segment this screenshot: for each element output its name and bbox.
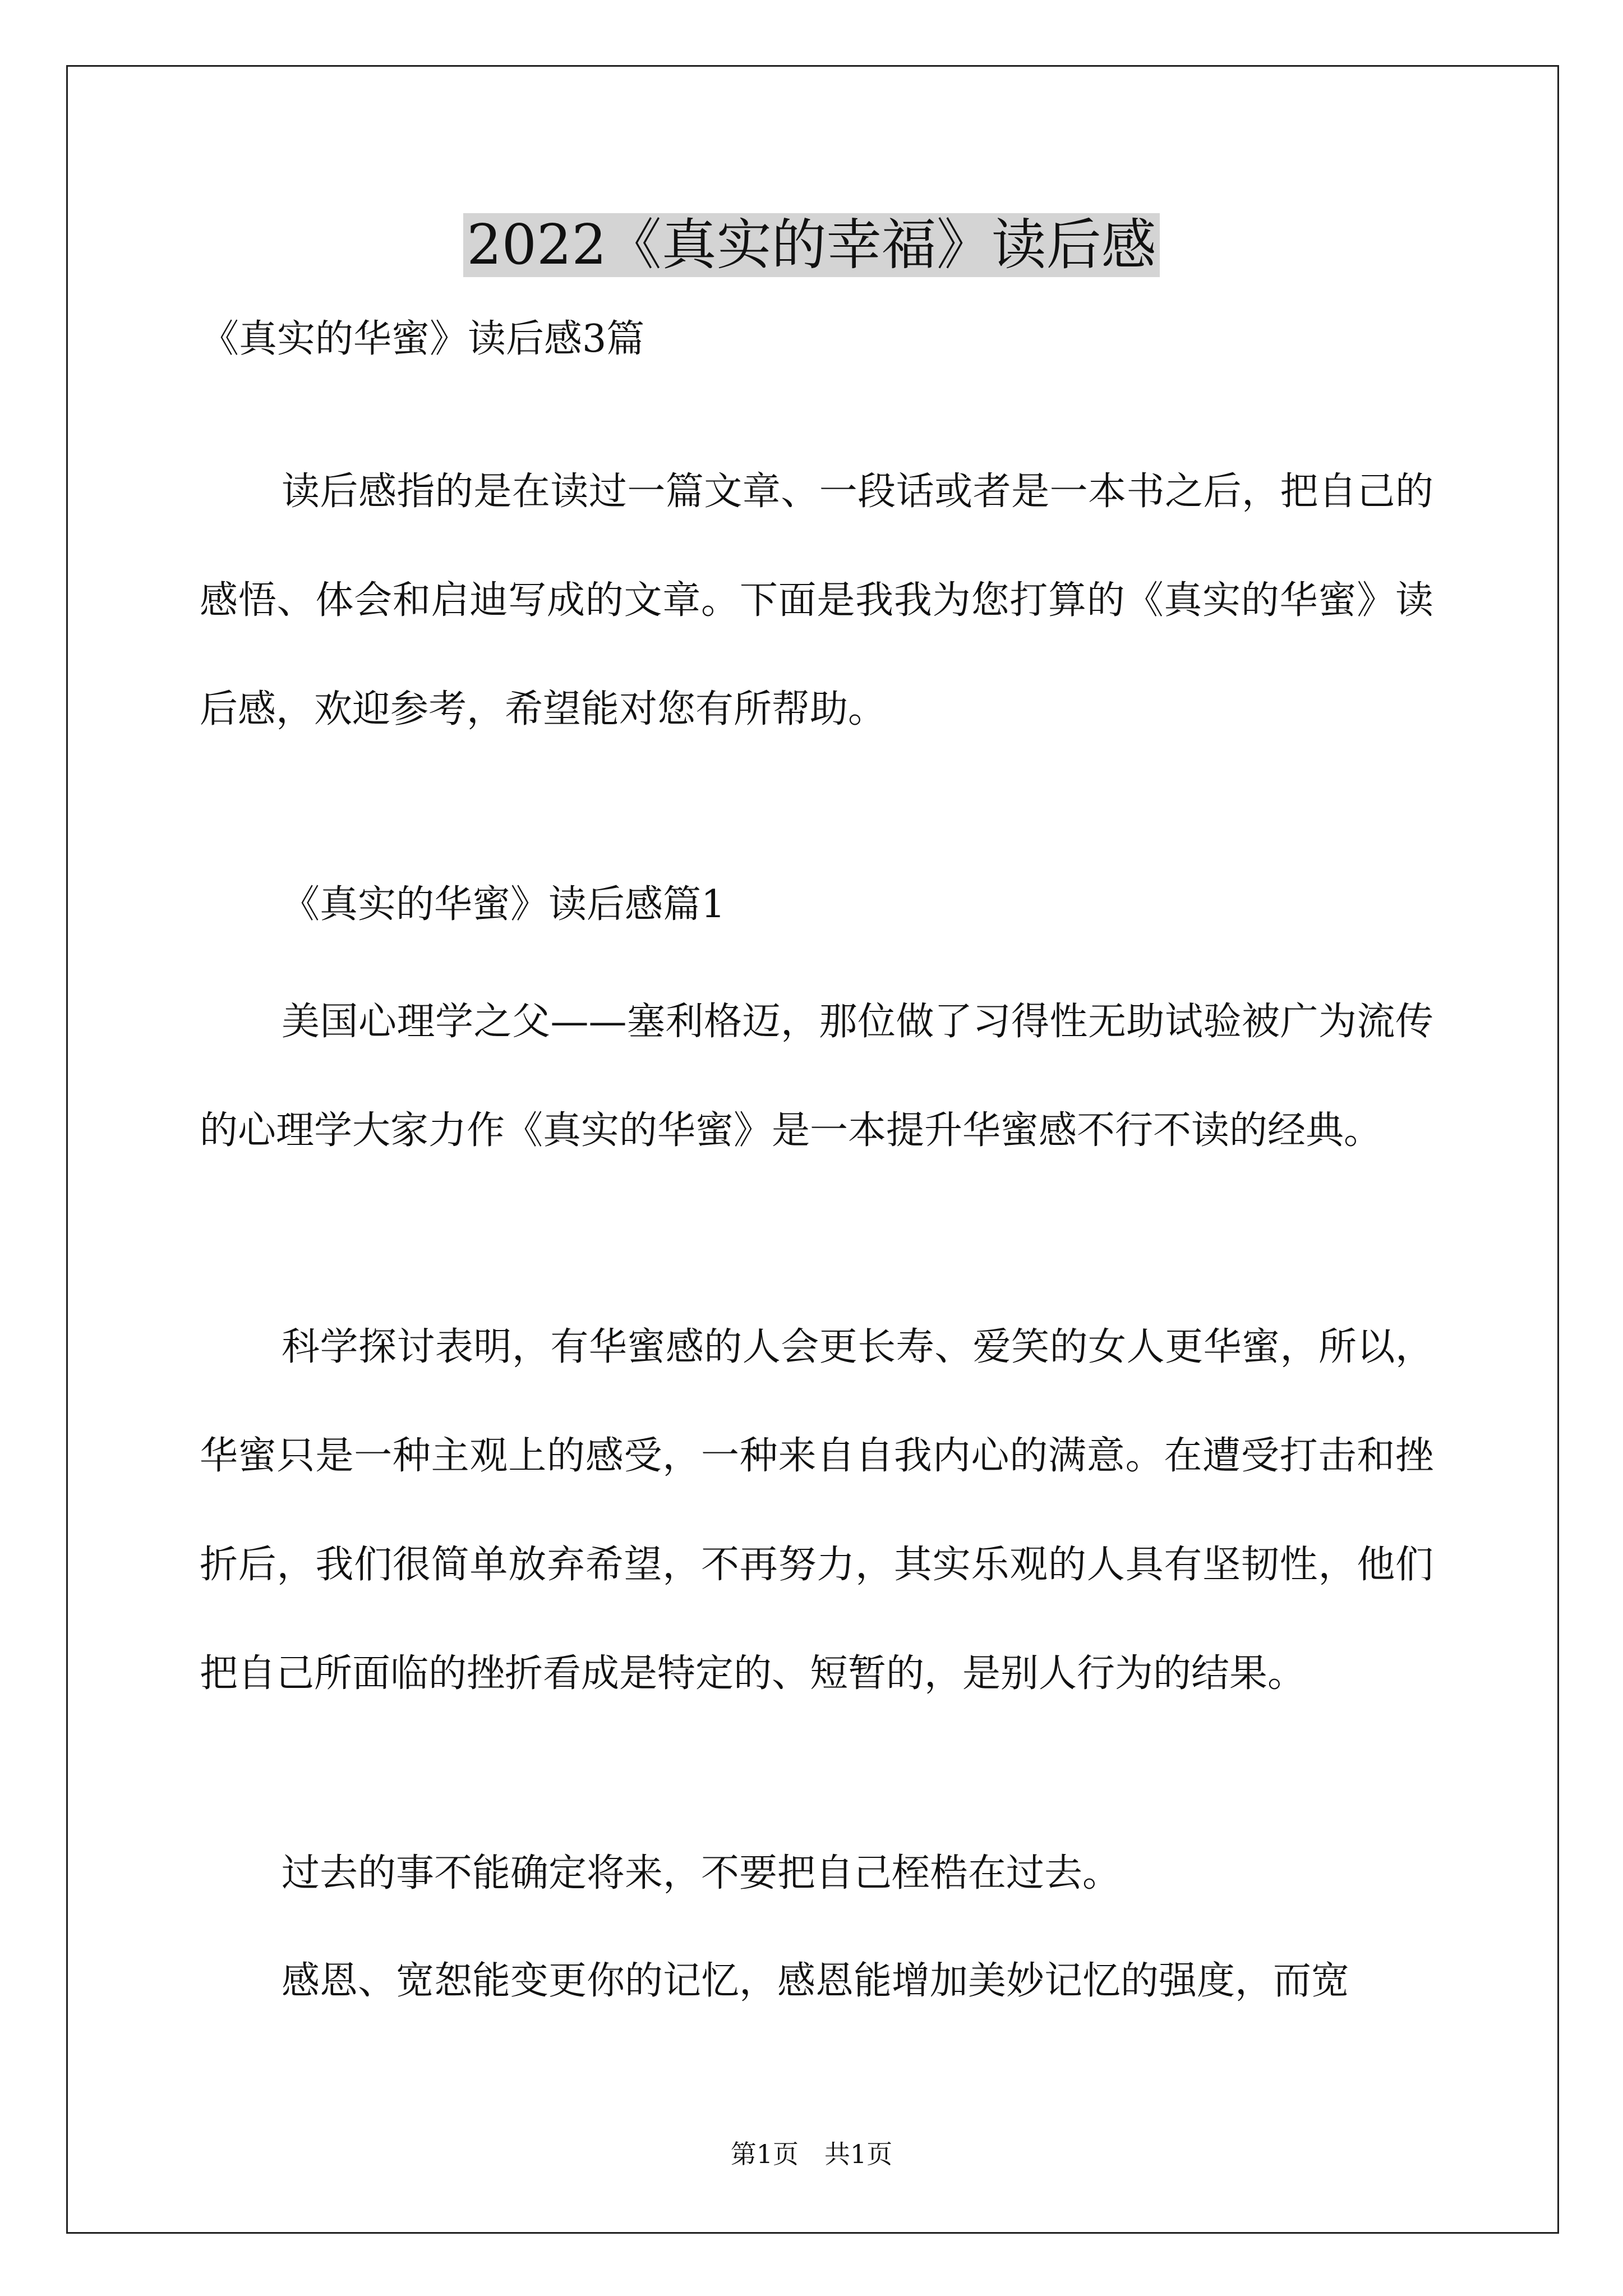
body-paragraph-4: 感恩、宽恕能变更你的记忆，感恩能增加美妙记忆的强度，而宽 <box>282 1959 1350 2003</box>
document-title-text: 2022《真实的幸福》读后感 <box>463 213 1159 277</box>
body-paragraph-3: 过去的事不能确定将来，不要把自己桎梏在过去。 <box>282 1851 1121 1895</box>
body-paragraph-1: 美国心理学之父——塞利格迈，那位做了习得性无助试验被广为流传的心理学大家力作《真实的华蜜》是一本提升华蜜感不行不读的经典。 <box>200 1000 1433 1153</box>
subtitle: 《真实的华蜜》读后感3篇 <box>201 317 645 361</box>
section-heading: 《真实的华蜜》读后感篇1 <box>282 882 726 927</box>
intro-paragraph: 读后感指的是在读过一篇文章、一段话或者是一本书之后，把自己的感悟、体会和启迪写成的文章。下面是我我为您打算的《真实的华蜜》读后感，欢迎参考，希望能对您有所帮助。 <box>200 470 1433 731</box>
document-title <box>0 209 1623 282</box>
body-paragraph-2: 科学探讨表明，有华蜜感的人会更长寿、爱笑的女人更华蜜，所以，华蜜只是一种主观上的感受，一种来自自我内心的满意。在遭受打击和挫折后，我们很简单放弃希望，不再努力，其实乐观的人具有坚韧性，他们把自己所面临的挫折看成是特定的、短暂的，是别人行为的结果。 <box>200 1325 1433 1696</box>
page-footer: 第1页 共1页 <box>730 2139 893 2169</box>
